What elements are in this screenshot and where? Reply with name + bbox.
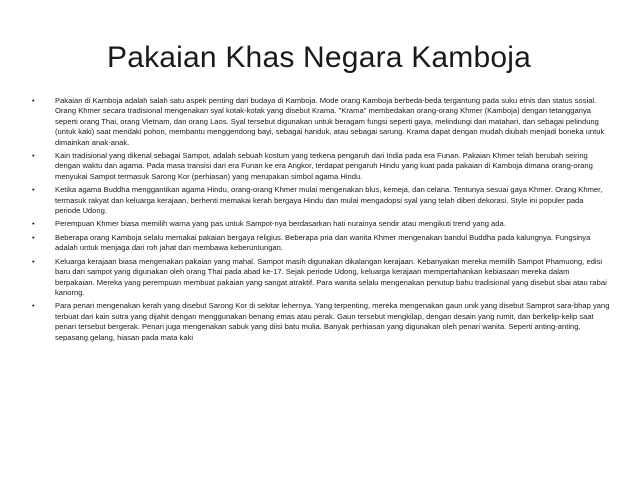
bullet-item	[32, 257, 610, 299]
bullet-item	[32, 151, 610, 182]
bullet-text: Para penari mengenakan kerah yang disebut Sarong Kor di sekitar lehernya. Yang terpenting, mereka mengenakan gaun unik yang disebut Samprot sara-bhap yang terbuat dari kain sutra yang dijahit dengan menggunakan benang emas atau perak. Gaun tersebut mengkilap, dengan desain yang rumit, dan berkelip-kelip saat penari tersebut bergerak. Penari juga mengenakan sabuk yang diisi batu mulia. Banyak perhiasan yang digunakan oleh penari wanita. Seperti anting-anting, sepasang gelang, hiasan pada mata kaki	[55, 301, 610, 342]
bullet-list	[32, 96, 610, 346]
bullet-item	[32, 219, 610, 229]
bullet-item	[32, 185, 610, 216]
bullet-item	[32, 233, 610, 254]
bullet-item	[32, 96, 610, 148]
bullet-marker: •	[32, 256, 35, 266]
bullet-item	[32, 301, 610, 343]
bullet-text: Ketika agama Buddha menggantikan agama Hindu, orang-orang Khmer mulai mengenakan blus, kemeja, dan celana. Tentunya sesuai gaya Khmer. Orang Khmer, termasuk rakyat dan keluarga kerajaan, berhenti memakai kerah bergaya Hindu dan mulai mengadopsi syal yang telah diberi dekorasi. Style ini populer pada periode Udong.	[55, 185, 603, 216]
bullet-text: Keluarga kerajaan biasa mengenakan pakaian yang mahal. Sampot masih digunakan dikalangan kerajaan. Kebanyakan mereka memilih Sampot Phamuong, edisi baru dari sampot yang digunakan oleh orang Thai pada abad ke-17. Sejak periode Udong, keluarga kerajaan mempertahankan kebiasaan mereka dalam berpakaian. Mereka yang perempuan membuat pakaian yang sangat atraktif. Para wanita selalu mengenakan penutup bahu tradisional yang disebut sbai atau rabai kanorng.	[55, 256, 607, 297]
bullet-marker: •	[32, 232, 35, 242]
bullet-marker: •	[32, 96, 35, 105]
bullet-text: Perempuan Khmer biasa memilih warna yang pas untuk Sampot-nya berdasarkan hati nurainya sendir atau mengikuti trend yang ada.	[55, 219, 506, 229]
bullet-marker: •	[32, 151, 35, 161]
slide-title: Pakaian Khas Negara Kamboja	[107, 41, 531, 74]
bullet-marker: •	[32, 185, 35, 195]
bullet-text: Kain tradisional yang dikenal sebagai Sampot, adalah sebuah kostum yang terkena pengaruh dari India pada era Funan. Pakaian Khmer telah berubah seiring dengan waktu dan agama. Pada masa transisi dari era Funan ke era Angkor, terdapat pengaruh Hindu yang kuat pada pakaian di Kamboja dimana orang-orang menyukai Sampot termasuk Sarong Kor (perhiasan) yang merupakan simbol agama Hindu.	[55, 151, 593, 181]
bullet-marker: •	[32, 301, 35, 311]
bullet-marker: •	[32, 219, 35, 229]
bullet-text: Beberapa orang Kamboja selalu memakai pakaian bergaya religius. Beberapa pria dan wanita Khmer mengenakan bandul Buddha pada kalungnya. Fungsinya adalah untuk menjaga dari roh jahat dan membawa keberuntungan.	[55, 232, 591, 253]
bullet-text: Pakaian di Kamboja adalah salah satu aspek penting dari budaya di Kamboja. Mode orang Kamboja berbeda-beda tergantung pada suku etnis dan status sosial. Orang Khmer secara tradisional mengenakan syal kotak-kotak yang disebut Krama. "Krama" membedakan orang-orang Khmer (Kamboja) dengan tetangganya seperti orang Thai, orang Vietnam, dan orang Laos. Syal tersebut digunakan untuk beragam fungsi seperti gaya, melindungi dari matahari, dan sebagai pelindung (untuk kaki) saat mendaki pohon, membantu menggendong bayi, sebagai handuk, atau sebagai sarung. Krama dapat dengan mudah diubah menjadi boneka untuk dimainkan anak-anak.	[55, 96, 605, 147]
